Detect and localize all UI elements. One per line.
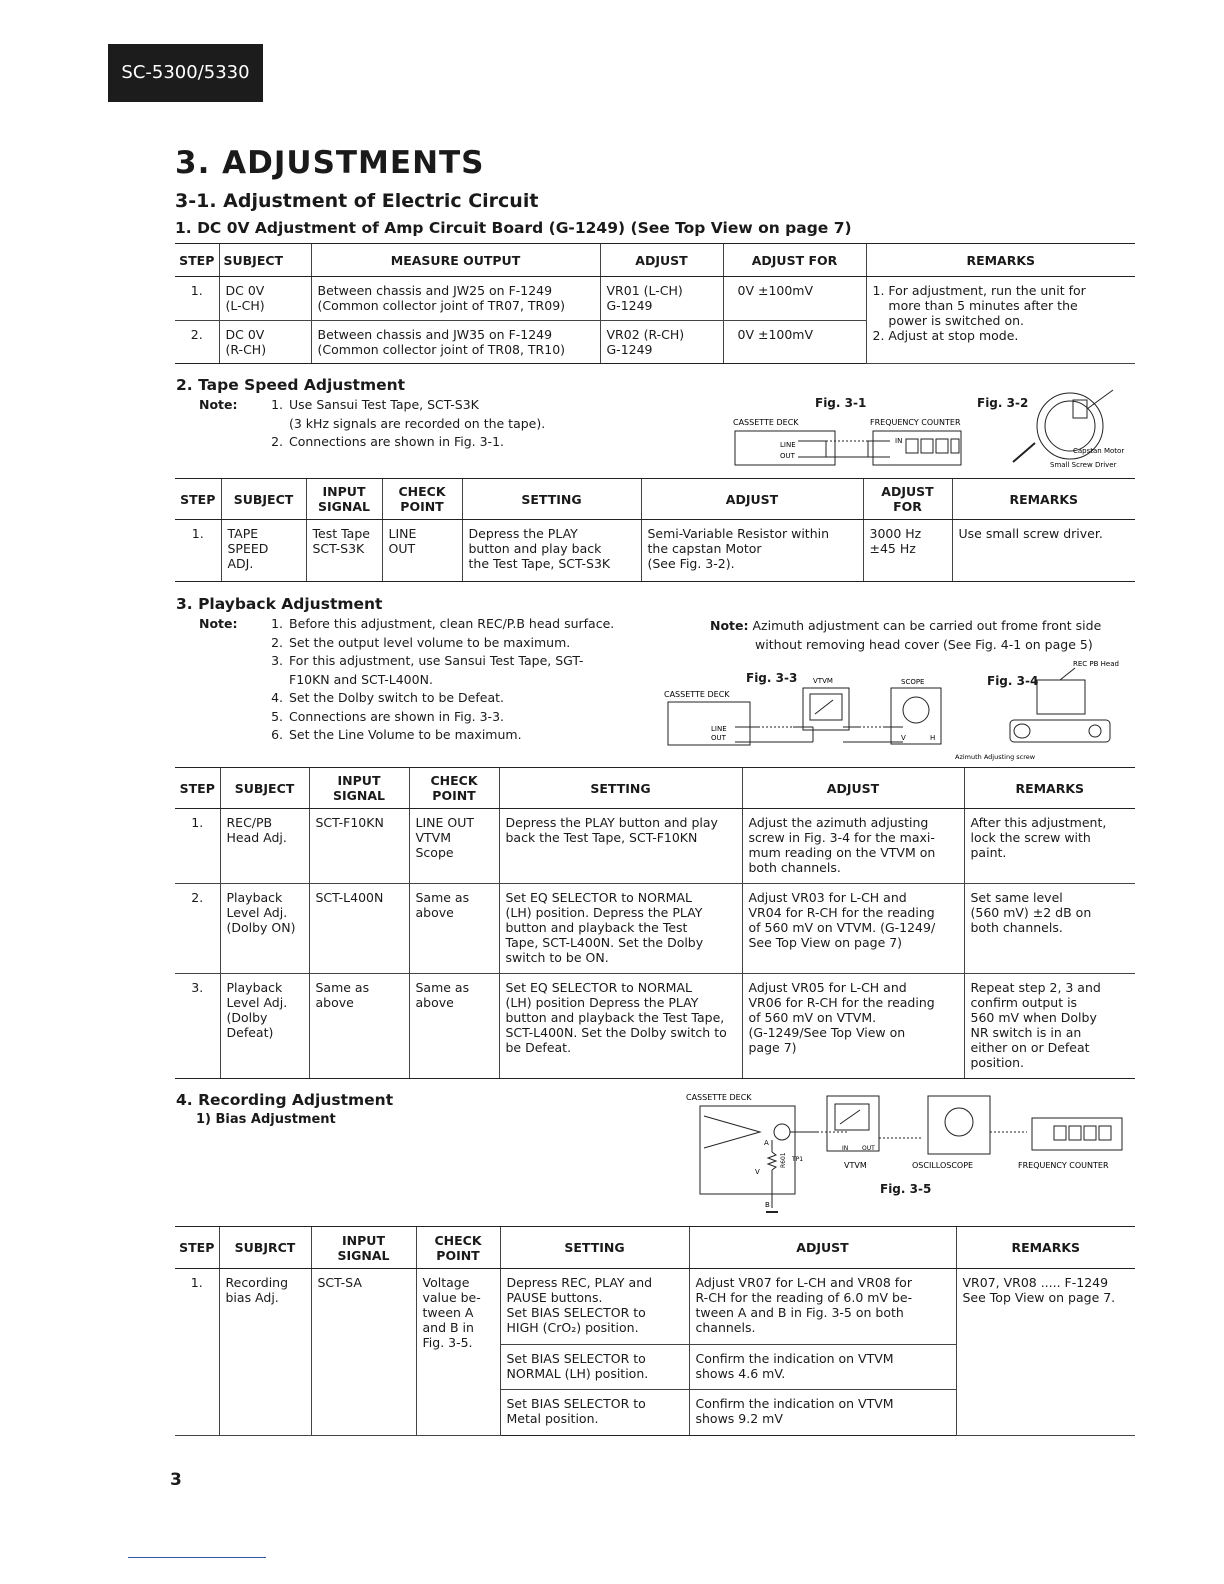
note-num xyxy=(261,671,283,690)
cell-subject: Recording bias Adj. xyxy=(219,1269,311,1436)
fig-deck-label: CASSETTE DECK xyxy=(664,690,730,699)
cell-adjust: Confirm the indication on VTVM shows 9.2 mV xyxy=(689,1390,956,1436)
fig-counter-label: FREQUENCY COUNTER xyxy=(1018,1161,1109,1170)
cell-remarks: 1. For adjustment, run the unit for more than 5 minutes after the power is switched on. 2. Adjust at stop mode. xyxy=(866,277,1135,364)
fig-screw-label: Azimuth Adjusting screw xyxy=(955,753,1036,761)
note-text: Set the output level volume to be maximum. xyxy=(289,634,571,650)
col-step: STEP xyxy=(175,479,221,520)
note-num: 4. xyxy=(271,690,283,705)
cell-setting: Set EQ SELECTOR to NORMAL (LH) position. Depress the PLAY button and playback the Test Tape, SCT-L400N. Set the Dolby switch to be ON. xyxy=(499,884,742,974)
fig-v-label: V xyxy=(755,1168,760,1176)
col-adjust: ADJUST xyxy=(742,768,964,809)
section-subtitle: 3-1. Adjustment of Electric Circuit xyxy=(175,190,539,212)
fig-motor-label: Capstan Motor xyxy=(1073,447,1125,455)
note-text: F10KN and SCT-L400N. xyxy=(289,671,433,687)
cell-input: SCT-SA xyxy=(311,1269,416,1436)
col-subject: SUBJECT xyxy=(219,244,311,277)
note-num: 1. xyxy=(271,616,283,631)
cell-setting: Set BIAS SELECTOR to Metal position. xyxy=(500,1390,689,1436)
col-step: STEP xyxy=(175,768,220,809)
col-check: CHECK POINT xyxy=(382,479,462,520)
fig-deck-label: CASSETTE DECK xyxy=(686,1093,752,1102)
note-text: Connections are shown in Fig. 3-3. xyxy=(289,708,504,724)
cell-setting: Depress REC, PLAY and PAUSE buttons. Set BIAS SELECTOR to HIGH (CrO₂) position. xyxy=(500,1269,689,1345)
fig-in-label: IN xyxy=(842,1145,849,1152)
fig-3-5-label: Fig. 3-5 xyxy=(880,1182,932,1196)
cell-check: LINE OUT VTVM Scope xyxy=(409,809,499,884)
col-step: STEP xyxy=(175,244,219,277)
cell-step: 1. xyxy=(175,1269,219,1436)
note-label: Note: xyxy=(710,618,749,633)
fig-vtvm-label: VTVM xyxy=(813,677,833,685)
cell-setting: Set EQ SELECTOR to NORMAL (LH) position Depress the PLAY button and playback the Test Tape, SCT-L400N. Set the Dolby switch to be Defeat. xyxy=(499,974,742,1079)
col-input: INPUT SIGNAL xyxy=(306,479,382,520)
note-num: 2. xyxy=(271,434,283,449)
bias-table xyxy=(175,1226,1135,1436)
cell-subject: DC 0V (R-CH) xyxy=(219,321,311,364)
note-text: Set the Line Volume to be maximum. xyxy=(289,727,522,742)
cell-adjust: VR02 (R-CH) G-1249 xyxy=(600,321,723,364)
cell-check: Voltage value be- tween A and B in Fig. 3-5. xyxy=(416,1269,500,1436)
note-text: For this adjustment, use Sansui Test Tape, SGT- xyxy=(289,653,584,668)
cell-measure: Between chassis and JW35 on F-1249 (Common collector joint of TR08, TR10) xyxy=(311,321,600,364)
fig-3-3-diagram xyxy=(663,670,953,750)
col-setting: SETTING xyxy=(499,768,742,809)
col-setting: SETTING xyxy=(462,479,641,520)
tape-speed-title: 2. Tape Speed Adjustment xyxy=(176,376,406,394)
fig-3-4-diagram xyxy=(955,658,1130,763)
cell-adjust: Adjust VR07 for L-CH and VR08 for R-CH for the reading of 6.0 mV be- tween A and B in Fig. 3-5 on both channels. xyxy=(689,1269,956,1345)
col-adjust-for: ADJUST FOR xyxy=(863,479,952,520)
fig-out-label: OUT xyxy=(780,452,795,460)
cell-subject: REC/PB Head Adj. xyxy=(220,809,309,884)
fig-res-label: R601 xyxy=(780,1152,787,1168)
cell-step: 2. xyxy=(175,884,220,974)
note-num: 2. xyxy=(271,634,283,650)
dc-adjust-title: 1. DC 0V Adjustment of Amp Circuit Board (G-1249) (See Top View on page 7) xyxy=(175,219,852,237)
note-label: Note: xyxy=(199,616,238,631)
col-remarks: REMARKS xyxy=(952,479,1135,520)
col-measure: MEASURE OUTPUT xyxy=(311,244,600,277)
page-number: 3 xyxy=(170,1470,182,1490)
table-row xyxy=(175,809,1135,884)
tape-speed-notes xyxy=(199,396,545,452)
fig-3-2-diagram xyxy=(1005,378,1135,473)
col-adjust: ADJUST xyxy=(689,1227,956,1269)
fig-out-label: OUT xyxy=(862,1145,875,1152)
cell-setting: Depress the PLAY button and play back the Test Tape, SCT-S3K xyxy=(462,520,641,582)
tape-speed-table xyxy=(175,478,1135,582)
cell-subject: Playback Level Adj. (Dolby ON) xyxy=(220,884,309,974)
cell-measure: Between chassis and JW25 on F-1249 (Common collector joint of TR07, TR09) xyxy=(311,277,600,321)
note-text: Set the Dolby switch to be Defeat. xyxy=(289,690,504,705)
fig-driver-label: Small Screw Driver xyxy=(1050,461,1117,469)
table-row xyxy=(175,1269,1135,1345)
cell-input: Same as above xyxy=(309,974,409,1079)
col-subject: SUBJECT xyxy=(221,479,306,520)
cell-remarks: VR07, VR08 ..... F-1249 See Top View on page 7. xyxy=(956,1269,1135,1436)
col-input: INPUT SIGNAL xyxy=(311,1227,416,1269)
cell-check: Same as above xyxy=(409,974,499,1079)
col-input: INPUT SIGNAL xyxy=(309,768,409,809)
cell-setting: Depress the PLAY button and play back the Test Tape, SCT-F10KN xyxy=(499,809,742,884)
col-remarks: REMARKS xyxy=(964,768,1135,809)
note-text: Azimuth adjustment can be carried out frome front side xyxy=(752,618,1102,633)
col-subject: SUBJRCT xyxy=(219,1227,311,1269)
cell-adjust-for: 3000 Hz ±45 Hz xyxy=(863,520,952,582)
playback-title: 3. Playback Adjustment xyxy=(176,595,383,613)
fig-h-label: H xyxy=(930,734,936,742)
note-text: Use Sansui Test Tape, SCT-S3K xyxy=(289,397,479,412)
cell-input: Test Tape SCT-S3K xyxy=(306,520,382,582)
cell-check: Same as above xyxy=(409,884,499,974)
fig-out-label: OUT xyxy=(711,734,726,742)
note-num xyxy=(261,415,283,434)
col-subject: SUBJECT xyxy=(220,768,309,809)
col-remarks: REMARKS xyxy=(956,1227,1135,1269)
fig-vtvm-label: VTVM xyxy=(844,1161,867,1170)
col-adjust: ADJUST xyxy=(641,479,863,520)
note-text: without removing head cover (See Fig. 4-1 on page 5) xyxy=(755,637,1093,652)
cell-adjust: Confirm the indication on VTVM shows 4.6 mV. xyxy=(689,1345,956,1390)
table-row xyxy=(175,884,1135,974)
fig-scope-label: SCOPE xyxy=(901,678,925,686)
fig-3-1-diagram xyxy=(728,413,968,468)
cell-input: SCT-L400N xyxy=(309,884,409,974)
cell-step: 2. xyxy=(175,321,219,364)
cell-subject: DC 0V (L-CH) xyxy=(219,277,311,321)
note-label: Note: xyxy=(199,397,238,412)
fig-3-1-label: Fig. 3-1 xyxy=(815,396,867,410)
fig-counter-label: FREQUENCY COUNTER xyxy=(870,418,961,427)
fig-in-label: IN xyxy=(895,437,903,445)
fig-3-4-label: Fig. 3-4 xyxy=(987,674,1039,688)
cell-remarks: Repeat step 2, 3 and confirm output is 560 mV when Dolby NR switch is in an either on or Defeat position. xyxy=(964,974,1135,1079)
note-num: 1. xyxy=(271,397,283,412)
col-check: CHECK POINT xyxy=(416,1227,500,1269)
fig-3-2-label: Fig. 3-2 xyxy=(977,396,1029,410)
col-step: STEP xyxy=(175,1227,219,1269)
cell-adjust: Semi-Variable Resistor within the capstan Motor (See Fig. 3-2). xyxy=(641,520,863,582)
cell-subject: TAPE SPEED ADJ. xyxy=(221,520,306,582)
footer-divider xyxy=(128,1557,266,1558)
recording-title: 4. Recording Adjustment xyxy=(176,1091,394,1109)
playback-table xyxy=(175,767,1135,1079)
fig-tp-label: TP1 xyxy=(792,1156,804,1163)
cell-adjust: Adjust VR05 for L-CH and VR06 for R-CH for the reading of 560 mV on VTVM. (G-1249/See Top View on page 7) xyxy=(742,974,964,1079)
cell-remarks: Use small screw driver. xyxy=(952,520,1135,582)
col-setting: SETTING xyxy=(500,1227,689,1269)
cell-adjust: VR01 (L-CH) G-1249 xyxy=(600,277,723,321)
note-text: (3 kHz signals are recorded on the tape). xyxy=(289,415,546,431)
fig-3-3-label: Fig. 3-3 xyxy=(746,671,798,685)
dc-adjust-table xyxy=(175,243,1135,364)
cell-step: 1. xyxy=(175,809,220,884)
fig-deck-label: CASSETTE DECK xyxy=(733,418,799,427)
cell-remarks: After this adjustment, lock the screw with paint. xyxy=(964,809,1135,884)
cell-step: 1. xyxy=(175,277,219,321)
fig-line-label: LINE xyxy=(711,725,727,733)
bias-subtitle: 1) Bias Adjustment xyxy=(196,1112,336,1127)
model-tag: SC-5300/5330 xyxy=(108,44,263,102)
cell-adjust: Adjust VR03 for L-CH and VR04 for R-CH for the reading of 560 mV on VTVM. (G-1249/ See Top View on page 7) xyxy=(742,884,964,974)
col-adjust: ADJUST xyxy=(600,244,723,277)
azimuth-note xyxy=(710,616,1101,654)
playback-notes xyxy=(199,615,614,745)
cell-adjust-for: 0V ±100mV xyxy=(723,277,866,321)
note-num: 6. xyxy=(271,727,283,742)
cell-adjust-for: 0V ±100mV xyxy=(723,321,866,364)
cell-check: LINE OUT xyxy=(382,520,462,582)
note-text: Connections are shown in Fig. 3-1. xyxy=(289,434,504,449)
cell-setting: Set BIAS SELECTOR to NORMAL (LH) position. xyxy=(500,1345,689,1390)
col-check: CHECK POINT xyxy=(409,768,499,809)
fig-v-label: V xyxy=(901,734,906,742)
fig-line-label: LINE xyxy=(780,441,796,449)
cell-remarks: Set same level (560 mV) ±2 dB on both channels. xyxy=(964,884,1135,974)
table-row xyxy=(175,974,1135,1079)
fig-a-label: A xyxy=(764,1139,769,1147)
cell-input: SCT-F10KN xyxy=(309,809,409,884)
fig-head-label: REC PB Head xyxy=(1073,660,1119,668)
fig-osc-label: OSCILLOSCOPE xyxy=(912,1161,974,1170)
cell-step: 3. xyxy=(175,974,220,1079)
page-title: 3. ADJUSTMENTS xyxy=(175,145,485,181)
col-remarks: REMARKS xyxy=(866,244,1135,277)
col-adjust-for: ADJUST FOR xyxy=(723,244,866,277)
note-num: 3. xyxy=(271,653,283,668)
table-row xyxy=(175,277,1135,321)
cell-adjust: Adjust the azimuth adjusting screw in Fig. 3-4 for the maxi- mum reading on the VTVM on both channels. xyxy=(742,809,964,884)
table-row xyxy=(175,520,1135,582)
note-text: Before this adjustment, clean REC/P.B head surface. xyxy=(289,616,615,631)
cell-step: 1. xyxy=(175,520,221,582)
fig-b-label: B xyxy=(765,1201,770,1209)
cell-subject: Playback Level Adj. (Dolby Defeat) xyxy=(220,974,309,1079)
note-num: 5. xyxy=(271,708,283,724)
fig-3-5-diagram xyxy=(682,1088,1132,1223)
